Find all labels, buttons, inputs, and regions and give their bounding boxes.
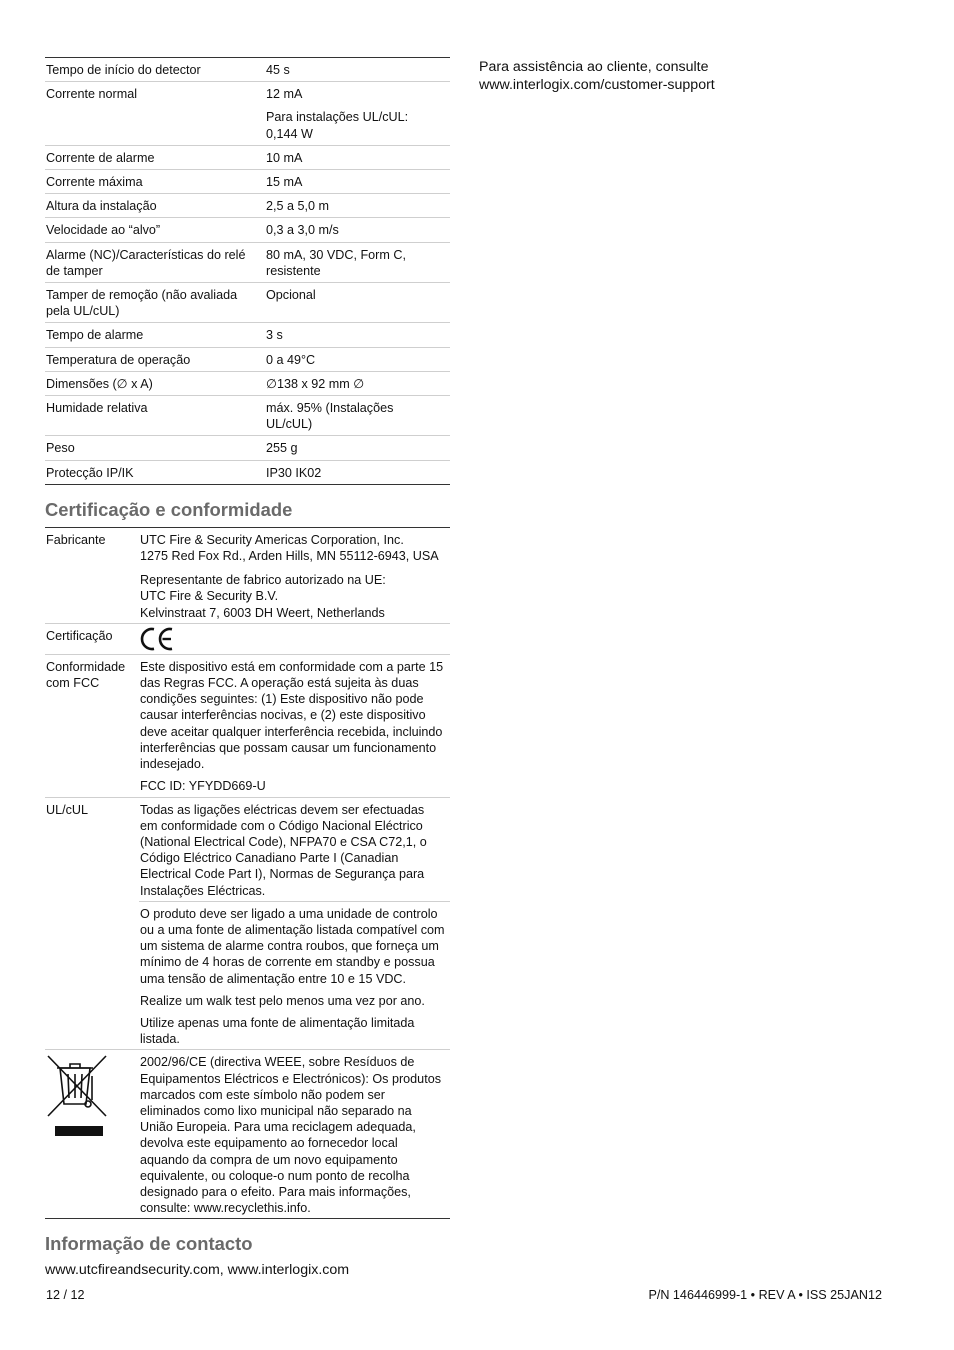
specifications-table: [45, 57, 450, 485]
spec-value: 0,3 a 3,0 m/s: [265, 218, 450, 242]
spec-value-note: Para instalações UL/cUL: 0,144 W: [266, 110, 409, 141]
spec-label: Tempo de início do detector: [46, 63, 201, 77]
fcc-text: Este dispositivo está em conformidade com a parte 15 das Regras FCC. A operação está sujeita às duas condições seguintes: (1) Este dispositivo não pode causar interferências nocivas, e (2) este dispositivo deve aceitar qualquer interferência recebida, incluindo interferências que possam causar um funcionamento indesejado. FCC ID: YFYDD669-U: [139, 654, 450, 797]
weee-text: 2002/96/CE (directiva WEEE, sobre Resíduos de Equipamentos Eléctricos e Electrónicos): Os produtos marcados com este símbolo não podem ser eliminados como lixo municipal não separado na União Europeia. Para uma reciclagem adequada, devolva este equipamento ao fornecedor local aquando da compra de um novo equipamento equivalente, ou coloque-o num ponto de recolha designado para o efeito. Para mais informações, consulte: www.recyclethis.info.: [139, 1050, 450, 1219]
spec-value: 3 s: [265, 323, 450, 347]
spec-label: Corrente normal: [45, 82, 265, 106]
part-number: P/N 146446999-1 • REV A • ISS 25JAN12: [648, 1288, 882, 1302]
table-row: [45, 1050, 450, 1219]
table-row: [45, 218, 450, 242]
fcc-id: FCC ID: YFYDD669-U: [140, 779, 266, 794]
spec-value: 80 mA, 30 VDC, Form C, resistente: [265, 242, 450, 282]
table-row: [45, 105, 450, 145]
spec-label: Altura da instalação: [45, 194, 265, 218]
spec-value: máx. 95% (Instalações UL/cUL): [265, 396, 450, 436]
spec-value: ∅138 x 92 mm ∅: [265, 371, 450, 395]
spec-label: Protecção IP/IK: [45, 460, 265, 484]
spec-value: 255 g: [265, 436, 450, 460]
spec-label: Dimensões (∅ x A): [45, 371, 265, 395]
spec-value: 10 mA: [265, 145, 450, 169]
table-row: [45, 623, 450, 654]
table-row: [45, 566, 450, 623]
spec-label: Corrente de alarme: [45, 145, 265, 169]
page-number: 12 / 12: [46, 1288, 85, 1302]
weee-crossed-bin-icon: [46, 1054, 108, 1142]
table-row: [45, 82, 450, 106]
fcc-label: Conformidade com FCC: [45, 654, 139, 797]
manufacturer-address: UTC Fire & Security Americas Corporation, Inc. 1275 Red Fox Rd., Arden Hills, MN 55112-6943, USA: [140, 532, 439, 564]
table-row: [45, 436, 450, 460]
spec-value: 15 mA: [265, 170, 450, 194]
eu-representative: Representante de fabrico autorizado na UE: UTC Fire & Security B.V. Kelvinstraat 7, 6003 DH Weert, Netherlands: [140, 573, 386, 620]
table-row: [45, 242, 450, 282]
spec-label: Velocidade ao “alvo”: [45, 218, 265, 242]
support-link[interactable]: www.interlogix.com/customer-support: [479, 77, 715, 93]
spec-label: Temperatura de operação: [45, 347, 265, 371]
spec-value: 2,5 a 5,0 m: [265, 194, 450, 218]
table-row: [45, 58, 450, 82]
spec-value: IP30 IK02: [265, 460, 450, 484]
contact-heading: Informação de contacto: [45, 1233, 253, 1255]
spec-label: Peso: [45, 436, 265, 460]
certification-heading: Certificação e conformidade: [45, 498, 293, 520]
table-row: [45, 797, 450, 901]
table-row: [45, 654, 450, 797]
table-row: [45, 396, 450, 436]
spec-label: Humidade relativa: [45, 396, 265, 436]
table-row: [45, 901, 450, 1050]
spec-value: Opcional: [265, 283, 450, 323]
left-column: [45, 57, 450, 1279]
certification-label: Certificação: [45, 623, 139, 654]
spec-value: 0 a 49°C: [265, 347, 450, 371]
table-row: [45, 194, 450, 218]
table-row: [45, 460, 450, 484]
table-row: [45, 283, 450, 323]
manufacturer-label: Fabricante: [46, 532, 106, 547]
table-row: [45, 145, 450, 169]
table-row: [45, 347, 450, 371]
ulcul-text: Todas as ligações eléctricas devem ser efectuadas em conformidade com o Código Nacional Eléctrico (National Electrical Code), NFPA70 e CSA C72,1, o Código Eléctrico Canadiano Parte I (Canadian Electrical Code Part I), Normas de Segurança para Instalações Eléctricas.: [139, 797, 450, 901]
spec-label: Alarme (NC)/Características do relé de tamper: [45, 242, 265, 282]
table-row: [45, 527, 450, 566]
ce-mark-icon: [140, 626, 174, 652]
customer-support-note: Para assistência ao cliente, consulte www.interlogix.com/customer-support: [479, 58, 899, 94]
certification-table: [45, 527, 450, 1220]
spec-label: Tempo de alarme: [45, 323, 265, 347]
table-row: [45, 170, 450, 194]
ulcul-label: UL/cUL: [45, 797, 139, 901]
spec-label: Tamper de remoção (não avaliada pela UL/cUL): [45, 283, 265, 323]
spec-value: 12 mA: [265, 82, 450, 106]
spec-value: 45 s: [266, 63, 290, 77]
contact-websites[interactable]: www.utcfireandsecurity.com, www.interlogix.com: [45, 1262, 350, 1279]
table-row: [45, 371, 450, 395]
spec-label: Corrente máxima: [45, 170, 265, 194]
table-row: [45, 323, 450, 347]
ulcul-requirements: O produto deve ser ligado a uma unidade de controlo ou a uma fonte de alimentação listada compatível com um sistema de alarme contra roubos, que forneça um mínimo de 4 horas de corrente em standby e possua uma tensão de alimentação entre 10 e 15 VDC. Realize um walk test pelo menos uma vez por ano. Utilize apenas uma fonte de alimentação limitada listada.: [139, 901, 450, 1050]
